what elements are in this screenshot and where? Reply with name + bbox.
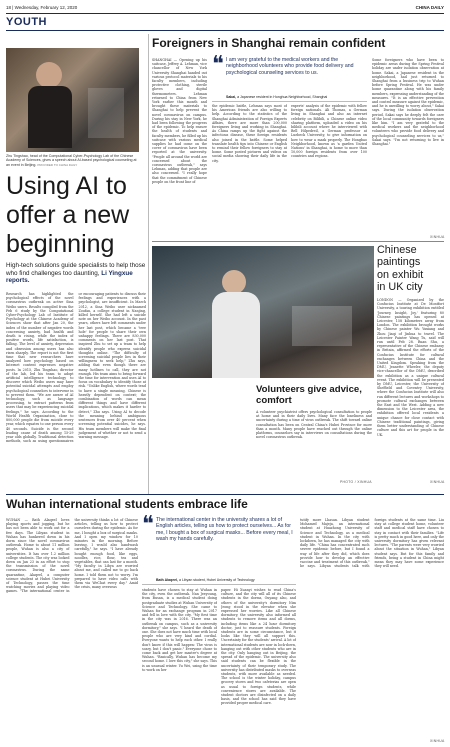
sakai-quote: ❝ I am very grateful to the medical workers and the neighborhood volunteers who provide food delivery and psychological counseling services to us. bbox=[212, 52, 354, 77]
shanghai-body-col1: SHANGHAI — Opening up his suitcase, Jeffrey A. Lehman, vice chancellor of New York University Shanghai handed out various protocol materials to his faculty members, including protective clothing, sterile gloves and digital thermometers. Lehman returned to China from New York earlier this month and brought these materials to Shanghai to help prevent the novel coronavirus on campus. During his stay in New York, he had been following the progress of the epidemic. To help ensure the health of students and faculty members, he filled up his suitcase with various medical supplies he had come on the cover of coronavirus have been reported at the university. "People all around the world are concerned about the coronavirus outbreak," says Lehman, adding that people are also concerned. "I really hope that the commitment of Chinese people on the front line of bbox=[152, 58, 207, 184]
header-rule bbox=[6, 13, 444, 14]
quote-rule bbox=[142, 584, 296, 585]
column-divider bbox=[148, 34, 149, 494]
ai-subhead: High-tech solutions guide specialists to help those who find challenges too daunting, Li Yingxue reports. bbox=[6, 262, 146, 285]
speaker-photo bbox=[6, 48, 139, 152]
wuhan-credit: XINHUA bbox=[430, 739, 445, 743]
paintings-headline: Chinese paintings on exhibit in UK city bbox=[377, 244, 424, 294]
quote-rule bbox=[212, 101, 367, 102]
quote-mark-icon: ❝ bbox=[142, 512, 154, 537]
paper-name: CHINA DAILY bbox=[415, 5, 444, 10]
volunteers-headline: Volunteers give advice, comfort bbox=[256, 384, 362, 406]
photo-caption: Zhu Tingshao, head of the Computational Cyber-Psychology Lab of the Chinese Academy of Sciences, gives a speech about AI-based psychological counseling at an event in Beijing. PROVIDED TO CHINA DAILY bbox=[6, 154, 137, 167]
wuhan-body-col2: students have chosen to stay at Wuhan in the city, even the outbreak. Nan Jeeyoung, from Busan, is a medical student doing postgraduate studies at Wuhan University of Science and Technology. She came to Wuhan for an exchange program in 2017 and fell in love with the city. "My first time in the city was in 2016. There was an outbreak on campus, such as a university dormitory," she says. "I heard the death of one. She does not have much time with local people who are very kind and cordial. Everyone wants to help each other. I really don't know if this will happen: The virus is scary, but I don't panic." Everyone chose to come back and get her master's degree at Wuhan. "Basically, Wuhan has become my second home. I love this city," she says. This is an unusual winter. Yu Wei, using the time to work on her bbox=[142, 588, 217, 672]
volunteers-credit: PHOTO / XINHUA bbox=[340, 480, 372, 484]
volunteers-caption: A volunteer psychiatrist offers psychological consultation to people at home and in their daily lives. Many face the loneliness and uncertainty during a time of virus outbreak. The shift toward online consultation has been on Central China's Hubei Province for more than a month. Many people have reached out through the online platforms, counselors say in interviews on consultations during the novel coronavirus outbreak. bbox=[256, 410, 372, 440]
paintings-credit: XINHUA bbox=[430, 480, 445, 484]
shanghai-body-col3: experts' analysis of the epidemic with fellow foreign nationals. Ali Thomas, a German living in Shanghai and also an internet celebrity on Bilibili, a Chinese online video sharing platform, uploaded a video on his bilibili account where he interviewed with Bell Hilpedreil, a German professor at Luebeck University, to give information on how to wear a mask properly. The Hongbao Neighborhood, known as 'a garden United Nations' in Shanghai, is home to more than 10,000 foreign residents from over 100 countries and regions. bbox=[291, 104, 367, 159]
wuhan-body-col1: WUHAN — Bath Alaqeel loves playing sports and jogging, but he has not been able to work out for a few days. The Libyan student in Wuhan has hunkered down in his dorm since the novel coronavirus outbreak. Home to about 11 million people, Wuhan is also a city of universities. It has over 1.2 million college students. The city was locked down on Jan 23 in an effort to stop the transmission of the novel coronavirus. During the same quarantine, Alaqeel, a computer science student at Hubei University of Technology, passes the time watching movies and playing video games. "The international center in the university thinks a lot of Chinese articles, telling us how to protect ourselves during the epidemic. As for me, I bought a box of surgical masks. And I open my window for 10 minutes in the morning. Before leaving, I would also handwash carefully," he says. "I have already bought enough food, like eggs, noodles, rice, flour, tea and vegetables, that can last for a month. "My faculty in Libya are worried about me, and called me to go back home. I told them not to worry. I'm prepared to have video calls with them via WeChat every day." Amid the crisis, many overseas bbox=[6, 518, 138, 594]
shanghai-body-col2: the epidemic battle, Lehman says most of his American friends are also willing to help. According to the statistics of the Shanghai Administration of Foreign Experts Affairs, there are more than 200,000 foreigners living and working in Shanghai. As China ramps up the fight against the infectious disease, these foreign residents also joined in the battle. Some helped translate health tips into Chinese or English to remind their fellow foreigners to stay at home. Some posted pictures and videos on social media showing their daily life in the city. bbox=[212, 104, 287, 163]
bottom-story-rule bbox=[6, 494, 444, 495]
alaqeel-quote: ❝ The international center in the university shares a lot of English articles, telling us how to protect ourselves... As for me, I bought a box of surgical masks... Before every meal, I wash my hands carefully. bbox=[142, 512, 293, 542]
wuhan-body-col3: paper. Hi Xuanyi wishes to read China's culture, and the city will all of its Chinese students in the dorms, Ouyang also, and others of the university's dormitory Nim Jeong stood in the elevator when she expressed her worries. Like all Chinese dormitory, the university also informed all students to remove items and all dorms, including items like a 24 hour dormitory doctor, just to reassure students. Foreign students are in some circumstance, but it looks like they will all support this. Uncertainty for the students' arrival. A lot of international students are now in lock-down, hanging out with other students who are in the city. Only hanging out in Beijing, the spread of the epidemic. The university also said students can be flexible in the uncertainty of their temporary study. The university has distributed masks to overseas students, with more available as needed. The school is the winter holiday, campus grocery stores and two cafeterias are open as usual to foreign students, while convenience stores are available. The student doctors are disinfected on a daily basis, and the school has said they have provided proper medical care. bbox=[221, 588, 296, 706]
page-header bbox=[6, 4, 444, 13]
quote-mark-icon: ❝ bbox=[212, 52, 224, 77]
sakai-quote-attribution: Sakai, a Japanese resident in Honghua Neighborhood, Shanghai bbox=[226, 95, 328, 99]
shanghai-headline: Foreigners in Shanghai remain confident bbox=[152, 36, 386, 50]
alaqeel-quote-attribution: Bath Alaqeel, a Libyan student, Hubei University of Technology bbox=[156, 578, 255, 582]
section-title: YOUTH bbox=[6, 16, 47, 28]
ai-story-body: Research has highlighted the psychological effects of the novel coronavirus outbreak on active Sina Weibo users. Results compiled from the Feb 6 study by the Computational Cyber-Psychology Lab of Institute of Psychology at the Chinese Academy of Sciences show that after Jan 20, the index of the number of negative words concerning anxiety, bad health and death is rising, while the index of positive words, life satisfaction, is falling. The level of anxiety, depression and obsession among users has also risen sharply. The report is not the first time that new researchers have analyzed how psychology based on Internet content expresses negative posts. In 2015, Zhu Tingshao, director of the lab, led his team to adopt artificial intelligence technology to discover which Weibo users may have potential suicidal attempts and employ psychological counselors to intervene in to prevent them. "We are aware of AI technology, such as language processing, to extract patterns from users that may be experiencing suicidal feelings," he says. According to the World Health Organization, close to 800,000 people die from suicide every year, which equates to one person every 40 seconds. Suicide is the second leading cause of death among 15-29 year olds globally. Traditional detection methods, such as using questionnaires or encouraging patients to discuss their feelings and experiences with a psychologist, are insufficient. In March 2012, a Sina Weibo user nicknamed Zoufan, a college student in Nanjing, killed herself. She had left a suicide note on her Weibo account. In the past years, others have left comments under her last post, which became a 'tree hole' for people to share their own unhappy feelings. There are 830,000 comments on her last post. That inspired Zhu to set up a team to help identify people who express suicidal thoughts online. "The difficulty of screening suicidal people lies in their willingness to seek help," Zhu says, adding that even though there are many hotlines to call, they are not enough. His team aims to bring forward the time for intervention and uses AI to focus on vocabulary to identify those at risk. "Unlike English, where words tend to have a single meaning, Chinese is heavily dependent on context; the combination of words can mean different things and have different implications, which makes it harder to detect," Zhu says. Using AI to decode the meaning behind ambiguous sentences from over 40 percent when screening potential suicides, he says. His team members will make the final judgement of whether or not to send a warning message. bbox=[6, 292, 146, 444]
shanghai-credit: XINHUA bbox=[430, 235, 445, 239]
paintings-body: LONDON — Organized by the Confucius Institute at De Montfort University, a touring exhibition entitled 'Journey, Insight, Joy,' featuring 80 Chinese paintings has opened at Leicester, 158 kilometers away from London. The exhibition brought works by Chinese painter Wu Yuxiang and Zhou Jiaqi of Jinhua to travel. The Leicester Painter Wang Tu, said will run until Feb 28. Ruan Shu, a representative of the Chinese embassy in Britain, affirmed the efforts of the Confucius Institute for cultural exchanges between China and the United Kingdom. Speaking from the DMU, Jeanette Wheeler, the deputy vice-chancellor of the DMU, described the exhibition as a unique cultural event. The exhibition will be presented by DMU, Leicester, the University of Sheffield and Coventry University, where the Confucius Institute will also run different lectures and workshops to promote cultural exchanges between the East and the West. Adding a new dimension to the Leicester area, the exhibition offered local residents a unique chance for close contact with Chinese traditional paintings, giving them better understanding of Chinese culture and this art for people in the UK. bbox=[377, 298, 444, 437]
story-separator bbox=[152, 241, 444, 242]
shanghai-body-col4: Some foreigners who have been to epidemic areas during the Spring Festival holiday are under isolation observation at home. Sakai, a Japanese resident in the neighborhood, had just returned to Shanghai from a business trip to Wuhan before Spring Festival. He was under home quarantine along with his family members, expressing understanding of the measures. "It is an effective prevention and control measure against the epidemic, and he is unwilling to worry about," Sakai says. During the isolation observation period, Sakai says he deeply felt the care of the local community towards foreigners like him. "I am very grateful to the medical workers and the neighborhood volunteers who provide food delivery and psychological counseling services to us," Sakai says. "I'm not returning to live in Shanghai." bbox=[372, 58, 444, 147]
volunteer-photo bbox=[152, 246, 374, 378]
wuhan-body-col4: tutify more Lhasan. Libyan student Mohamed Majeja, an international student at Huazhong University of Science and Technology, as a medical student in Wuhan. In the city with lockdown, he has managed the city with daily life. "China has concentrated such severe epidemic before, but I found a way of life after they did, which does provide how to develop an effective vaccine and treatment of this outbreak," he says. Libyan students talk with foreign students at the same time. Liu stay at college student home, volunteer staff and medical staff have chosen to stay in contact with their families. "Life is pretty much in good here, and only the university dormitory has given relevant lectures. "The parents were very worried about the situation in Wuhan," Libyan student says. But for this family and friends, being a student in China might mean they may have some experience they will need. bbox=[300, 518, 444, 569]
page-info: 18 | Wednesday, February 12, 2020 bbox=[6, 5, 78, 10]
wuhan-headline: Wuhan international students embrace life bbox=[6, 497, 248, 511]
ai-headline: Using AI to offer a new beginning bbox=[6, 172, 130, 258]
section-rule bbox=[6, 30, 444, 31]
